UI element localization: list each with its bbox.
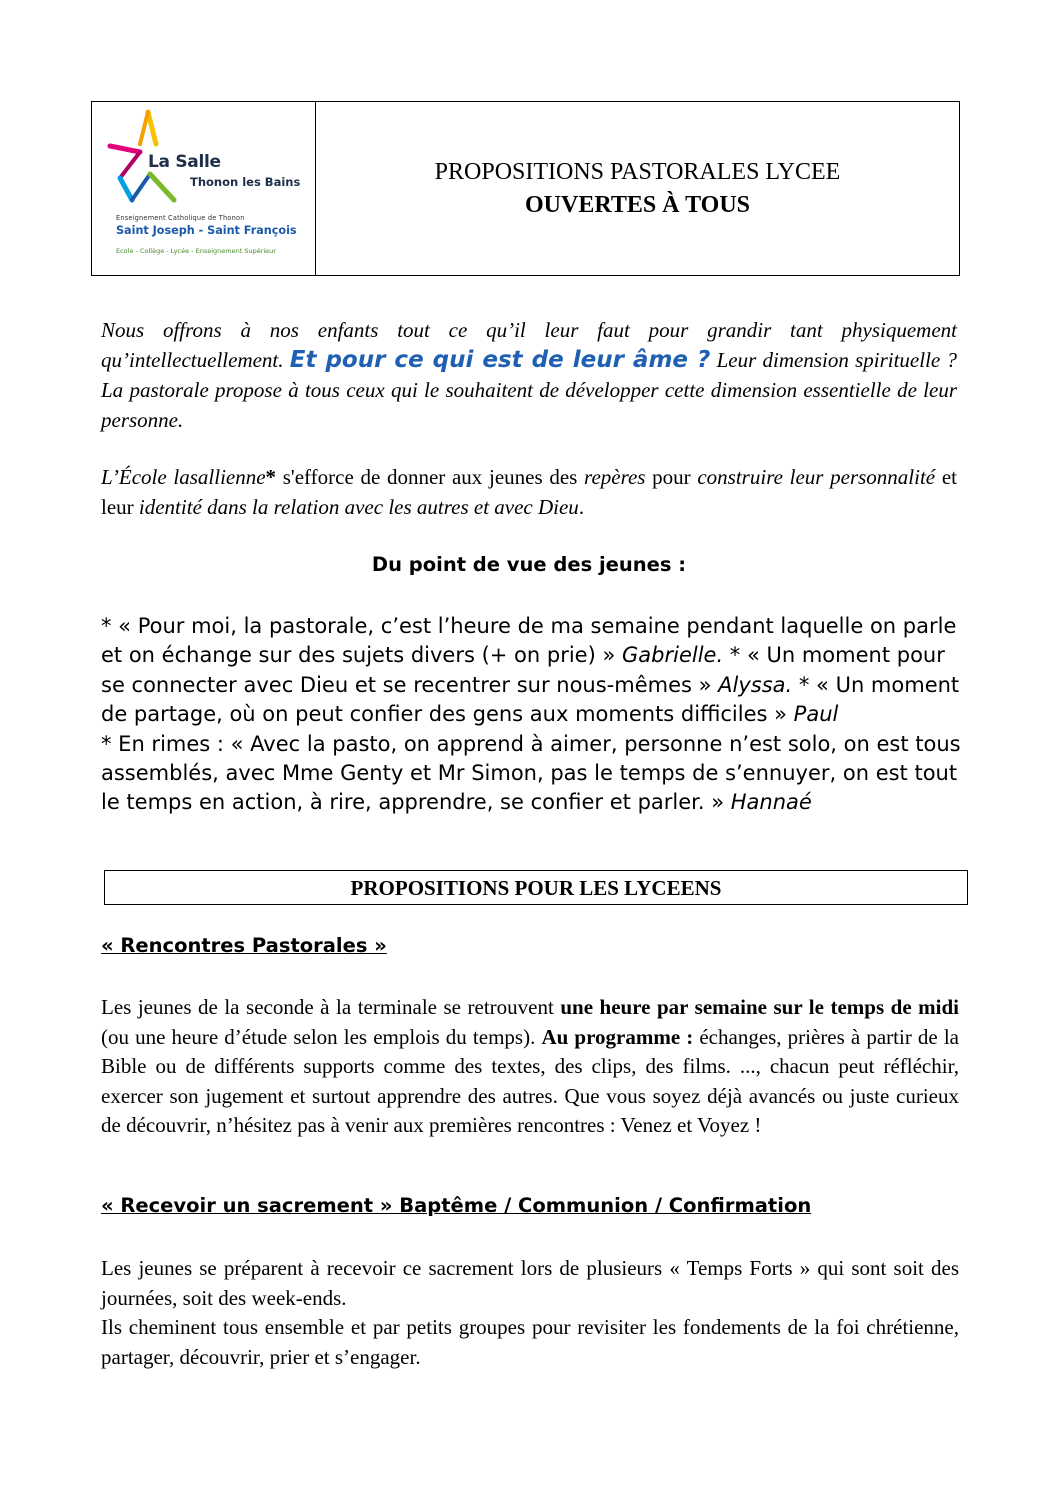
lasallian-text-4: . bbox=[578, 495, 585, 519]
header-box bbox=[91, 101, 960, 276]
lasallian-school: L’École lasallienne bbox=[101, 465, 266, 489]
document-title: PROPOSITIONS PASTORALES LYCEE bbox=[434, 159, 841, 185]
intro-text-2: Leur dimension spirituelle ? La pastorale propose à tous ceux qui le souhaitent de développer cette dimension essentielle de leur personne. bbox=[101, 348, 957, 432]
school-logo bbox=[92, 102, 316, 275]
lasallian-text-1: s'efforce de donner aux jeunes des bbox=[276, 465, 585, 489]
quote-1: * « Pour moi, la pastorale, c’est l’heure de ma semaine pendant laquelle on parle et on échange sur des sujets divers (+ on prie) » bbox=[101, 614, 957, 668]
quote-4: * En rimes : « Avec la pasto, on apprend à aimer, personne n’est solo, on est tous assemblés, avec Mme Genty et Mr Simon, pas le temps de s’ennuyer, on est tout le temps en action, à rire, apprendre, se confier et parler. » bbox=[101, 731, 961, 815]
lasallian-text-2: pour bbox=[645, 465, 698, 489]
youth-quotes bbox=[101, 612, 961, 818]
youth-heading: Du point de vue des jeunes : bbox=[371, 553, 687, 576]
section-sacrement-body bbox=[101, 1254, 959, 1372]
logo-brand-text: La Salle bbox=[148, 152, 221, 172]
logo-school-name: Saint Joseph - Saint François bbox=[116, 224, 297, 237]
lasallian-reperes: repères bbox=[584, 465, 646, 489]
quote-2: * « Un moment pour se connecter avec Dieu et se recentrer sur nous-mêmes » bbox=[101, 643, 945, 697]
header-title-cell bbox=[316, 102, 959, 275]
lasallian-paragraph bbox=[101, 462, 957, 522]
section2-paragraph-2: Ils cheminent tous ensemble et par petits groupes pour revisiter les fondements de la foi chrétienne, partager, découvrir, prier et s’engager. bbox=[101, 1315, 959, 1369]
quote-paragraph-1 bbox=[101, 612, 961, 730]
section1-text-2: (ou une heure d’étude selon les emplois du temps). bbox=[101, 1024, 542, 1049]
section1-text-1: Les jeunes de la seconde à la terminale se retrouvent bbox=[101, 995, 561, 1019]
logo-city-text: Thonon les Bains bbox=[190, 175, 301, 189]
quote-paragraph-2 bbox=[101, 730, 961, 818]
section1-bold-2: Au programme : bbox=[541, 1024, 694, 1049]
quote-2-author: Alyssa. bbox=[718, 672, 793, 697]
lasallian-text-3: et leur bbox=[101, 465, 957, 519]
section-sacrement-title: « Recevoir un sacrement » Baptême / Communion / Confirmation bbox=[101, 1194, 812, 1217]
section-rencontres-body bbox=[101, 993, 959, 1141]
propositions-heading: PROPOSITIONS POUR LES LYCEENS bbox=[104, 870, 968, 905]
section1-bold-1: une heure par semaine sur le temps de midi bbox=[560, 995, 960, 1019]
logo-levels: Ecole - Collège - Lycée - Enseignement Supérieur bbox=[116, 247, 276, 255]
quote-1-author: Gabrielle. bbox=[622, 643, 724, 668]
logo-tagline: Enseignement Catholique de Thonon bbox=[116, 214, 245, 222]
lasallian-asterisk: * bbox=[265, 465, 277, 489]
section-rencontres-title: « Rencontres Pastorales » bbox=[101, 934, 387, 957]
intro-paragraph bbox=[101, 315, 957, 435]
lasallian-personnalite: construire leur personnalité bbox=[697, 465, 936, 489]
section1-text-3: échanges, prières à partir de la Bible ou de différents supports comme des textes, des clips, des films. ..., chacun peut réfléchir, exercer son jugement et surtout apprendre des autres. Que vous soyez déjà avancés ou juste curieux de découvrir, n’hésitez pas à venir aux premières rencontres : Venez et Voyez ! bbox=[101, 1024, 959, 1137]
lasallian-identite: identité dans la relation avec les autres et avec Dieu bbox=[138, 495, 579, 519]
quote-3: * « Un moment de partage, où on peut confier des gens aux moments difficiles » bbox=[101, 672, 960, 727]
quote-3-author: Paul bbox=[793, 702, 839, 727]
section2-paragraph-1: Les jeunes se préparent à recevoir ce sacrement lors de plusieurs « Temps Forts » qui sont soit des journées, soit des week-ends. bbox=[101, 1256, 959, 1310]
quote-4-author: Hannaé bbox=[730, 790, 812, 815]
document-subtitle: OUVERTES À TOUS bbox=[524, 192, 750, 218]
intro-highlight: Et pour ce qui est de leur âme ? bbox=[289, 347, 711, 373]
intro-text-1: Nous offrons à nos enfants tout ce qu’il leur faut pour grandir tant physiquement qu’intellectuellement. bbox=[101, 318, 957, 372]
